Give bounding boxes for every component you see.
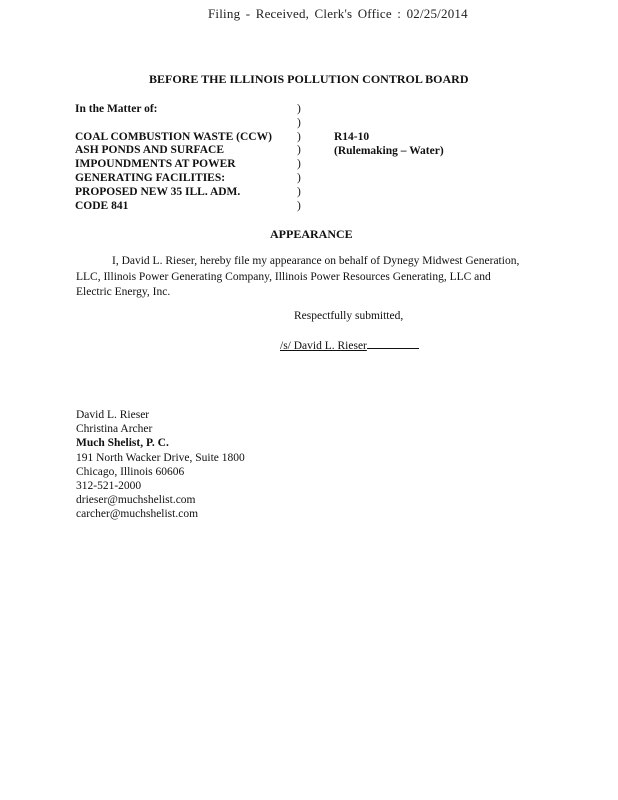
signature-underline (367, 338, 419, 349)
case-caption (75, 103, 272, 213)
paren: ) (297, 158, 301, 171)
firm-name: Much Shelist, P. C. (76, 437, 169, 450)
docket-block (334, 131, 444, 159)
closing: Respectfully submitted, (294, 310, 404, 322)
paren: ) (297, 130, 301, 143)
counsel-block (76, 408, 245, 522)
docket-type: (Rulemaking – Water) (334, 144, 444, 157)
paren: ) (297, 199, 301, 212)
attorney-name: Christina Archer (76, 423, 153, 436)
caption-line: IMPOUNDMENTS AT POWER (75, 158, 236, 171)
appearance-paragraph (76, 254, 546, 301)
matter-label: In the Matter of: (75, 103, 158, 115)
phone-number: 312-521-2000 (76, 479, 142, 492)
caption-line: COAL COMBUSTION WASTE (CCW) (75, 130, 272, 143)
paragraph-line: Electric Energy, Inc. (76, 286, 171, 298)
caption-spacer (75, 117, 272, 131)
caption-line: GENERATING FACILITIES: (75, 171, 226, 184)
caption-line: PROPOSED NEW 35 ILL. ADM. (75, 185, 241, 198)
email-address: carcher@muchshelist.com (76, 508, 199, 521)
document-heading: APPEARANCE (270, 227, 353, 241)
caption-line: ASH PONDS AND SURFACE (75, 144, 224, 157)
paren: ) (297, 185, 301, 198)
email-address: drieser@muchshelist.com (76, 494, 196, 507)
paren: ) (297, 103, 301, 115)
caption-line: CODE 841 (75, 199, 129, 212)
paragraph-line: I, David L. Rieser, hereby file my appearance on behalf of Dynegy Midwest Generation, (112, 255, 520, 267)
signature: /s/ David L. Rieser (280, 340, 367, 352)
paren: ) (297, 116, 301, 129)
address-line: 191 North Wacker Drive, Suite 1800 (76, 451, 245, 464)
board-title: BEFORE THE ILLINOIS POLLUTION CONTROL BOARD (149, 72, 469, 86)
paren: ) (297, 171, 301, 184)
signature-line (280, 338, 419, 352)
paragraph-line: LLC, Illinois Power Generating Company, Illinois Power Resources Generating, LLC and (76, 270, 491, 283)
caption-parens (297, 103, 301, 213)
paren: ) (297, 144, 301, 157)
filing-stamp: Filing - Received, Clerk's Office : 02/25/2014 (208, 6, 468, 21)
attorney-name: David L. Rieser (76, 409, 150, 421)
docket-number: R14-10 (334, 131, 370, 143)
address-line: Chicago, Illinois 60606 (76, 465, 185, 478)
